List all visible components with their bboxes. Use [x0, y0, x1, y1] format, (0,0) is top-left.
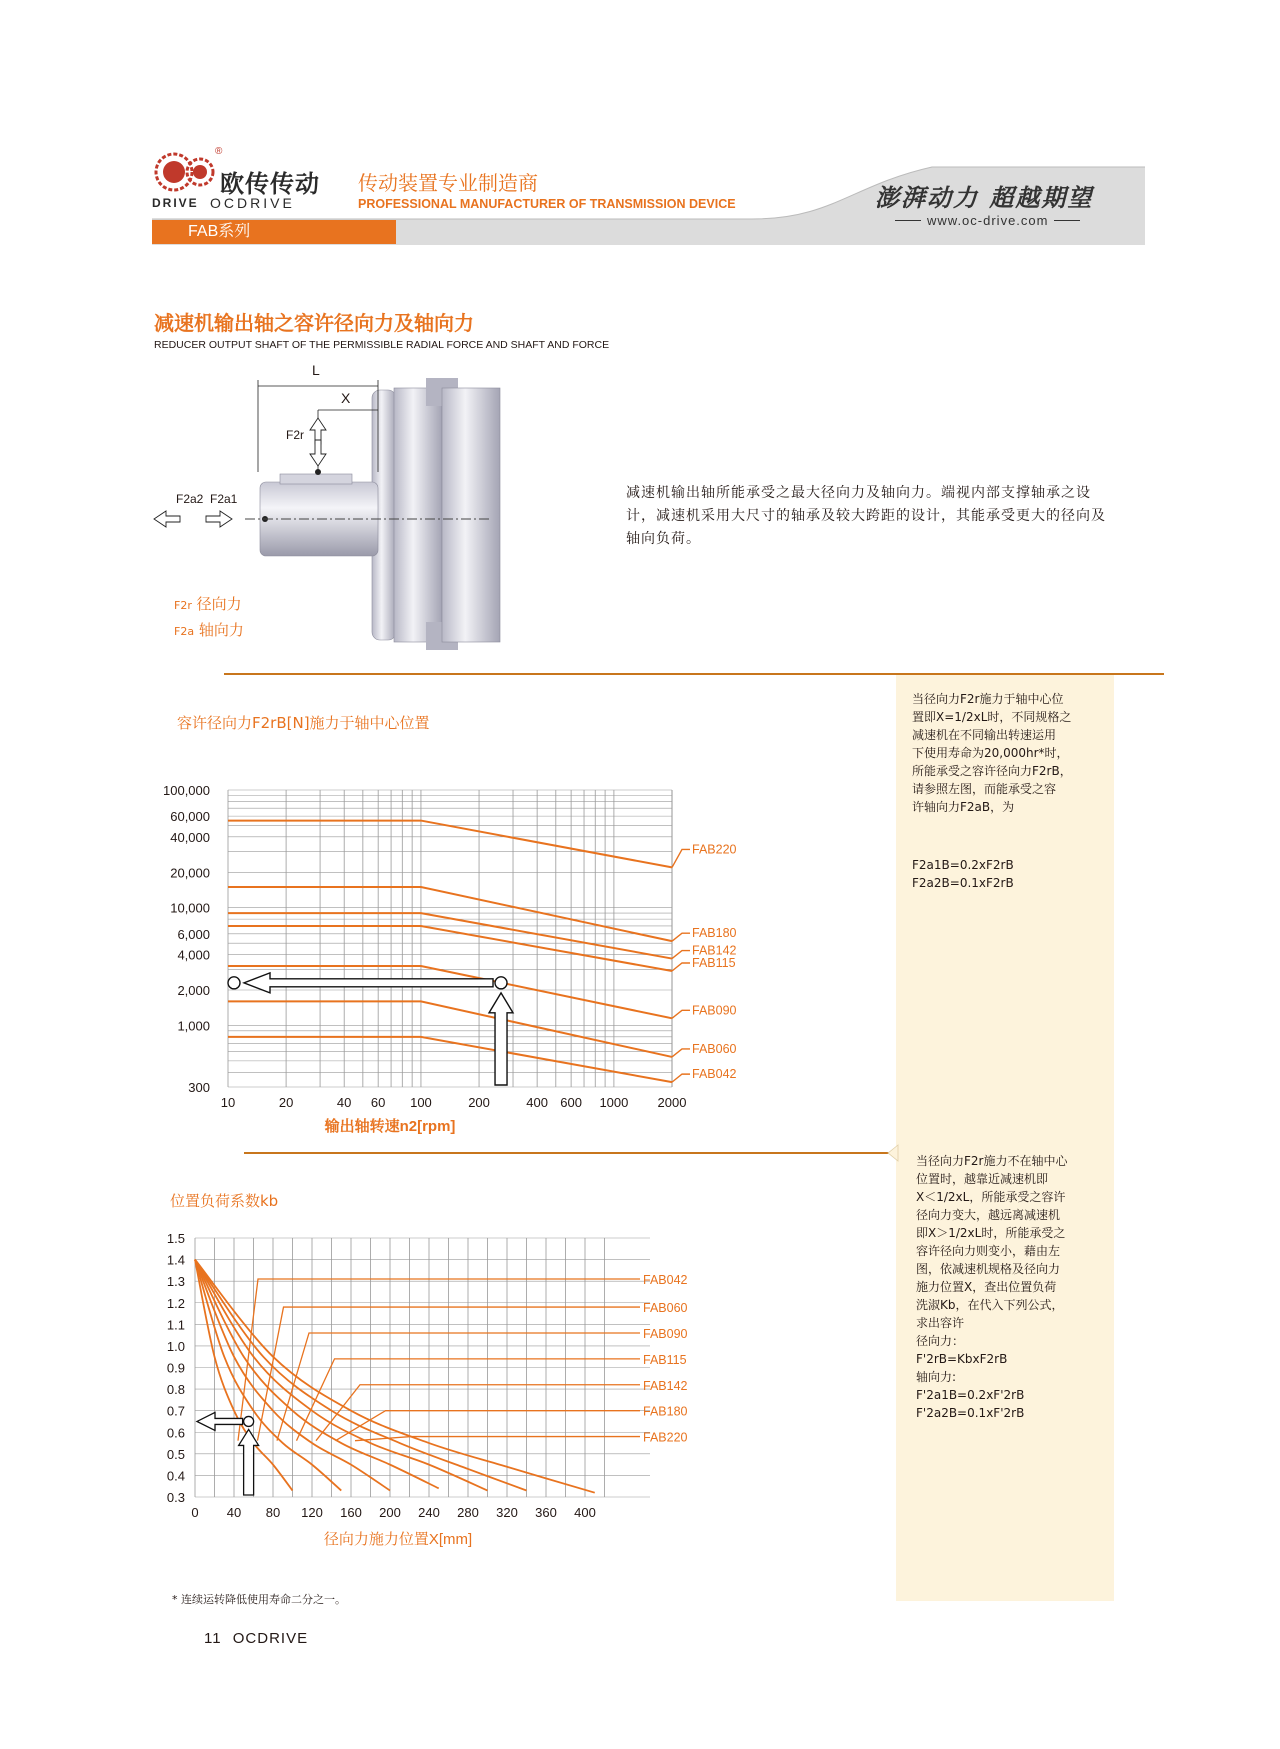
chart2-x-tick: 280 [457, 1505, 479, 1520]
chart1-y-tick: 100,000 [163, 783, 210, 798]
page-number: 11 [204, 1630, 222, 1647]
chart2-y-tick: 1.0 [166, 1338, 185, 1354]
chart1-note-line: 请参照左图，而能承受之容 [912, 782, 1057, 796]
chart2-title: 位置负荷系数kb [170, 1192, 279, 1210]
chart1 [140, 760, 737, 1135]
chart2-note-line: F'2a2B=0.1xF'2rB [916, 1406, 1025, 1420]
logo-en-left: DRIVE [152, 196, 199, 210]
label-F2a1: F2a1 [210, 492, 238, 506]
chart2-y-tick: 1.3 [166, 1274, 185, 1290]
chart1-y-tick: 1,000 [177, 1018, 210, 1034]
chart2-note-line: 轴向力: [916, 1370, 957, 1384]
chart1-note-line: 置即X=1/2xL时，不同规格之 [912, 710, 1072, 724]
chart1-note-line: 减速机在不同输出转速运用 [912, 728, 1057, 742]
legend-text-radial: 径向力 [196, 595, 242, 613]
chart1-series-leader [672, 1049, 690, 1057]
chart2-x-tick: 80 [265, 1505, 281, 1520]
chart2-x-tick: 400 [574, 1505, 596, 1520]
chart1-x-tick: 60 [370, 1095, 386, 1110]
chart2-y-tick: 1.2 [166, 1295, 185, 1311]
chart2 [140, 1225, 700, 1580]
chart1-y-tick: 10,000 [170, 900, 210, 916]
chart1-formula-line: F2a2B=0.1xF2rB [912, 876, 1014, 890]
chart1-x-tick: 1000 [599, 1095, 629, 1110]
tagline-cn: 传动装置专业制造商 [358, 171, 538, 195]
logo-en-right: OCDRIVE [210, 195, 295, 211]
chart2-x-tick: 0 [191, 1505, 199, 1520]
label-F2r: F2r [286, 428, 304, 442]
chart2-y-tick: 0.9 [166, 1360, 185, 1376]
series-tag: FAB系列 [152, 220, 396, 244]
chart1-series-label: FAB042 [692, 1067, 737, 1082]
chart1-series-leader [672, 951, 690, 959]
chart2-series-label: FAB090 [643, 1326, 688, 1341]
chart2-marker [244, 1416, 254, 1426]
chart1-y-tick: 40,000 [170, 829, 210, 845]
url: www.oc-drive.com [927, 213, 1049, 228]
header [0, 0, 1280, 260]
chart1-note-line: 下使用寿命为20,000hr*时， [912, 746, 1069, 760]
chart2-series-label: FAB180 [643, 1404, 688, 1419]
legend-item-radial [174, 592, 244, 618]
chart1-series-label: FAB115 [692, 956, 736, 971]
legend-item-axial [174, 618, 244, 644]
chart1-x-tick: 600 [560, 1095, 582, 1110]
chart2-note-line: 当径向力F2r施力不在轴中心 [916, 1154, 1068, 1168]
chart2-x-tick: 240 [418, 1505, 440, 1520]
chart1-series-label: FAB060 [692, 1041, 737, 1056]
chart1-note-line: 当径向力F2r施力于轴中心位 [912, 692, 1064, 706]
chart2-y-tick: 1.4 [166, 1252, 185, 1268]
chart2-note-line: 求出容许 [916, 1316, 965, 1330]
chart1-y-tick: 6,000 [177, 926, 210, 942]
chart1-x-tick: 20 [278, 1095, 294, 1110]
label-X: X [341, 390, 351, 406]
chart2-x-label: 径向力施力位置X[mm] [323, 1531, 473, 1548]
chart2-note-line: 图，依减速机规格及径向力 [916, 1262, 1061, 1276]
chart2-series-label: FAB115 [643, 1352, 687, 1367]
chart2-series-label: FAB042 [643, 1273, 688, 1288]
chart1-series-label: FAB180 [692, 926, 737, 941]
chart2-x-tick: 200 [379, 1505, 401, 1520]
chart1-series-label: FAB220 [692, 842, 737, 857]
chart1-x-tick: 2000 [657, 1095, 687, 1110]
chart2-note-line: 径向力： [916, 1334, 965, 1348]
chart1-marker [495, 977, 507, 989]
chart1-y-tick: 2,000 [177, 983, 210, 999]
chart1-series-leader [672, 963, 690, 971]
chart2-y-tick: 0.8 [166, 1382, 185, 1398]
chart2-y-tick: 0.6 [166, 1425, 185, 1441]
chart2-x-tick: 360 [535, 1505, 557, 1520]
chart1-series-leader [672, 1010, 690, 1018]
chart1-formulas [912, 856, 1108, 892]
chart1-x-tick: 10 [220, 1095, 236, 1110]
legend-symbol-axial: F2a [174, 625, 195, 638]
chart1-x-tick: 100 [410, 1095, 432, 1110]
chart2-y-tick: 0.3 [166, 1490, 185, 1505]
chart2-y-tick: 0.4 [166, 1468, 185, 1484]
chart1-y-tick: 60,000 [170, 809, 210, 825]
tagline-en: PROFESSIONAL MANUFACTURER OF TRANSMISSION DEVICE [358, 197, 736, 211]
chart1-arrow-up [489, 993, 513, 1085]
chart2-note-line: 容许径向力则变小，藉由左 [916, 1244, 1061, 1258]
url-line [895, 213, 1080, 228]
chart2-series-label: FAB142 [643, 1378, 688, 1393]
chart1-series-label: FAB090 [692, 1003, 737, 1018]
chart1-y-tick: 300 [188, 1080, 210, 1095]
chart2-note-line: 径向力变大，越远离减速机 [916, 1208, 1061, 1222]
chart1-series-leader [672, 1074, 690, 1082]
legend-symbol-radial: F2r [174, 599, 192, 612]
shaft-diagram [150, 360, 500, 660]
chart1-series-leader [672, 933, 690, 941]
chart1-x-tick: 200 [468, 1095, 490, 1110]
chart2-x-tick: 320 [496, 1505, 518, 1520]
divider-2 [244, 1152, 890, 1154]
label-L: L [312, 362, 320, 378]
chart2-y-tick: 1.1 [166, 1317, 185, 1333]
chart2-series-label: FAB060 [643, 1301, 688, 1316]
section-title: 减速机输出轴之容许径向力及轴向力 [154, 311, 474, 335]
chart1-title: 容许径向力F2rB[N]施力于轴中心位置 [177, 714, 430, 732]
chart1-series-label: FAB142 [692, 943, 737, 958]
chart2-arrow-up [239, 1429, 259, 1495]
chart2-note-line: 洗淑Kb，在代入下列公式， [916, 1298, 1064, 1312]
chart1-formula-line: F2a1B=0.2xF2rB [912, 858, 1014, 872]
chart2-y-tick: 0.5 [166, 1446, 185, 1462]
footnote: * 连续运转降低使用寿命二分之一。 [172, 1593, 346, 1606]
chart2-x-tick: 160 [340, 1505, 362, 1520]
chart1-x-label: 输出轴转速n2[rpm] [324, 1118, 456, 1135]
chart2-note-line: F'2a1B=0.2xF'2rB [916, 1388, 1025, 1402]
chart2-note [916, 1152, 1106, 1422]
section-subtitle: REDUCER OUTPUT SHAFT OF THE PERMISSIBLE RADIAL FORCE AND SHAFT AND FORCE [154, 339, 610, 351]
chart1-series-leader [672, 849, 690, 867]
chart2-y-tick: 1.5 [166, 1231, 185, 1246]
chart1-note-line: 许轴向力F2aB，为 [912, 800, 1015, 814]
chart2-note-line: 施力位置X，查出位置负荷 [916, 1280, 1057, 1294]
chart2-note-line: F'2rB=KbxF2rB [916, 1352, 1008, 1366]
footer-brand: OCDRIVE [232, 1630, 309, 1647]
chart1-x-tick: 400 [526, 1095, 548, 1110]
diagram-legend [174, 592, 244, 644]
chart1-y-tick: 20,000 [170, 865, 210, 881]
chart2-x-tick: 40 [226, 1505, 242, 1520]
chart1-y-tick: 4,000 [177, 947, 210, 963]
chart2-series-leader [355, 1437, 640, 1441]
chart2-y-tick: 0.7 [166, 1403, 185, 1419]
chart1-x-tick: 40 [336, 1095, 352, 1110]
slogan: 澎湃动力 超越期望 [875, 183, 1094, 212]
legend-text-axial: 轴向力 [198, 621, 244, 639]
chart1-marker-result [228, 977, 240, 989]
chart2-series-label: FAB220 [643, 1430, 688, 1445]
divider-2-pointer [888, 1145, 898, 1161]
chart2-note-line: 位置时，越靠近减速机即 [916, 1172, 1049, 1186]
section-description: 减速机输出轴所能承受之最大径向力及轴向力。端视内部支撑轴承之设计，减速机采用大尺寸的轴承及较大跨距的设计，其能承受更大的径向及轴向负荷。 [626, 485, 1106, 547]
chart2-note-line: 即X＞1/2xL时，所能承受之 [916, 1226, 1066, 1240]
chart2-x-tick: 120 [301, 1505, 323, 1520]
chart1-note-line: 所能承受之容许径向力F2rB， [912, 764, 1072, 778]
logo-cn: 欧传传动 [220, 170, 320, 198]
chart2-note-line: X＜1/2xL，所能承受之容许 [916, 1190, 1066, 1204]
chart1-note [912, 690, 1108, 816]
label-F2a2: F2a2 [176, 492, 204, 506]
chart2-series-line [195, 1260, 595, 1493]
footer [204, 1630, 308, 1647]
chart2-series-line [195, 1260, 488, 1491]
logo-registered: ® [215, 146, 223, 157]
